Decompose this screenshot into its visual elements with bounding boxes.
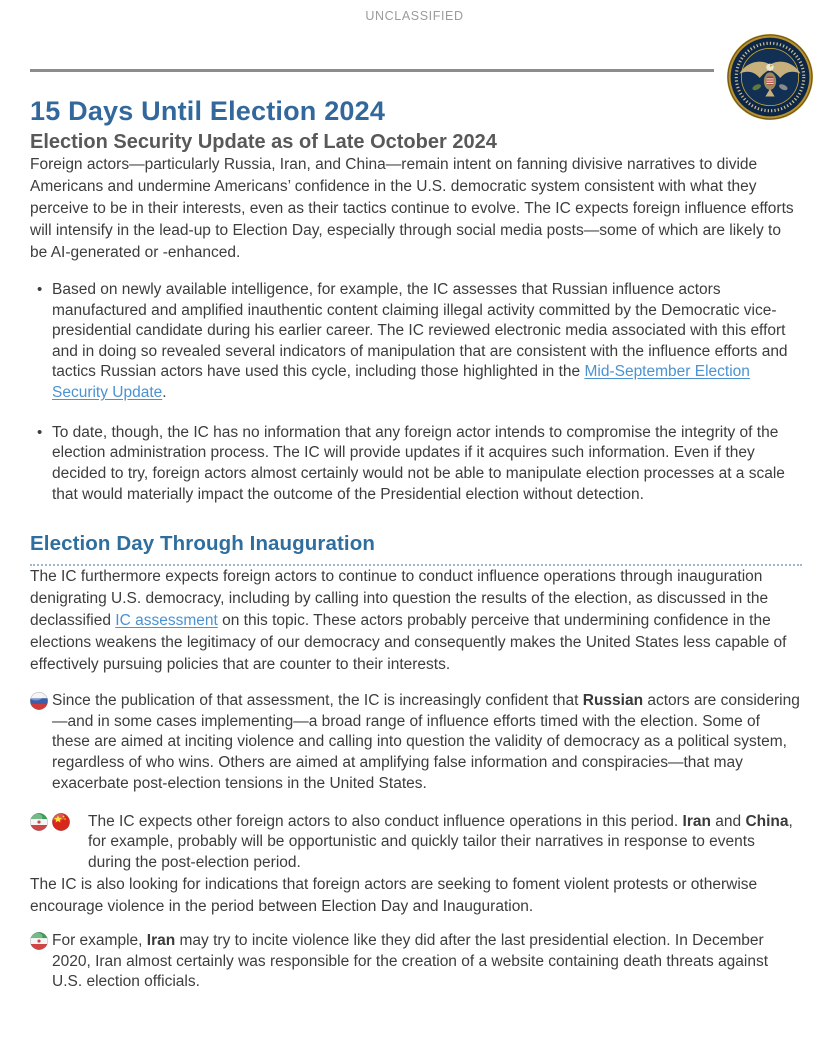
- page-subtitle: Election Security Update as of Late October 2024: [30, 131, 497, 154]
- flag-item-text: [52, 931, 802, 993]
- header-divider: [30, 69, 714, 72]
- flag-item-iran-violence: [30, 931, 802, 993]
- text-run: The IC expects other foreign actors to also conduct influence operations in this period.: [88, 812, 683, 830]
- russia-flag-icon: [30, 692, 48, 710]
- intro-bullet-list: [30, 280, 802, 505]
- bold-text: China: [745, 812, 789, 830]
- flag-item-text: [52, 691, 802, 795]
- inline-link[interactable]: Mid-September Election Security Update: [52, 363, 750, 402]
- text-run: To date, though, the IC has no information that any foreign actor intends to compromise the integrity of the election administration process. The IC will provide updates if it acquires such information. Even if they decided to try, foreign actors almost certainly would not be able to manipulate election processes at a scale that would materially impact the outcome of the Presidential election without detection.: [52, 423, 785, 503]
- flag-item-text: [88, 812, 802, 874]
- classification-banner: UNCLASSIFIED: [365, 9, 464, 23]
- text-run: may try to incite violence like they did after the last presidential election. In December 2020, Iran almost certainly was responsible for the creation of a website containing death threats against U.S. election officials.: [52, 931, 768, 991]
- iran-flag-icon: [30, 813, 48, 831]
- intro-paragraph: Foreign actors—particularly Russia, Iran, and China—remain intent on fanning divisive narratives to divide Americans and undermine Americans’ confidence in the U.S. democratic system consistent with what they perceive to be in their interests, even as their tactics continue to evolve. The IC expects foreign influence efforts will intensify in the lead-up to Election Day, especially through social media posts—some of which are likely to be AI-generated or -enhanced.: [30, 156, 794, 262]
- text-run: The IC furthermore expects foreign actors to continue to conduct influence operations through inauguration denigrating U.S. democracy, including by calling into question the results of the election, as discussed in the declassified: [30, 567, 769, 629]
- text-run: Since the publication of that assessment, the IC is increasingly confident that: [52, 691, 583, 709]
- page-title: 15 Days Until Election 2024: [30, 96, 386, 126]
- section-heading: Election Day Through Inauguration: [30, 532, 802, 566]
- bold-text: Iran: [682, 812, 711, 830]
- closing-paragraph: The IC is also looking for indications that foreign actors are seeking to foment violent protests or otherwise encourage violence in the period between Election Day and Inauguration.: [30, 875, 758, 915]
- flag-item-russia: [30, 691, 802, 795]
- section-lead-paragraph: [30, 566, 802, 676]
- text-run: actors are considering—and in some cases implementing—a broad range of influence efforts timed with the election. Some of these are aimed at inciting violence and calling into question the validity of democracy as a political system, regardless of who wins. Others are aimed at amplifying false information and conspiracies—that may exacerbate post-election tensions in the United States.: [52, 691, 800, 792]
- document-content: [30, 96, 802, 1007]
- text-run: and: [710, 812, 746, 830]
- flag-item-iran-china: [30, 812, 802, 874]
- text-run: Based on newly available intelligence, for example, the IC assesses that Russian influence actors manufactured and amplified inauthentic content claiming illegal activity committed by the Democratic vice-presidential candidate during his earlier career. The IC reviewed electronic media associated with this effort and in doing so revealed several indicators of manipulation that are consistent with the influence efforts and tactics Russian actors have used this cycle, including those highlighted in the: [52, 281, 788, 381]
- china-flag-icon: [52, 813, 70, 831]
- text-run: For example,: [52, 931, 147, 949]
- bold-text: Russian: [582, 691, 644, 709]
- iran-flag-icon: [30, 932, 48, 950]
- inline-link[interactable]: IC assessment: [115, 611, 218, 629]
- bullet-item-russian-content: [50, 280, 802, 404]
- text-run: , for example, probably will be opportunistic and quickly tailor their narratives in response to events during the post-election period.: [88, 812, 793, 872]
- text-run: .: [162, 384, 167, 402]
- bold-text: Iran: [146, 931, 176, 949]
- text-run: on this topic. These actors probably perceive that undermining confidence in the elections weakens the legitimacy of our democracy and consequently makes the United States less capable of effectively pursuing policies that are counter to their interests.: [30, 611, 787, 673]
- bullet-item-no-compromise: [50, 423, 802, 505]
- bottom-margin: [30, 993, 802, 1007]
